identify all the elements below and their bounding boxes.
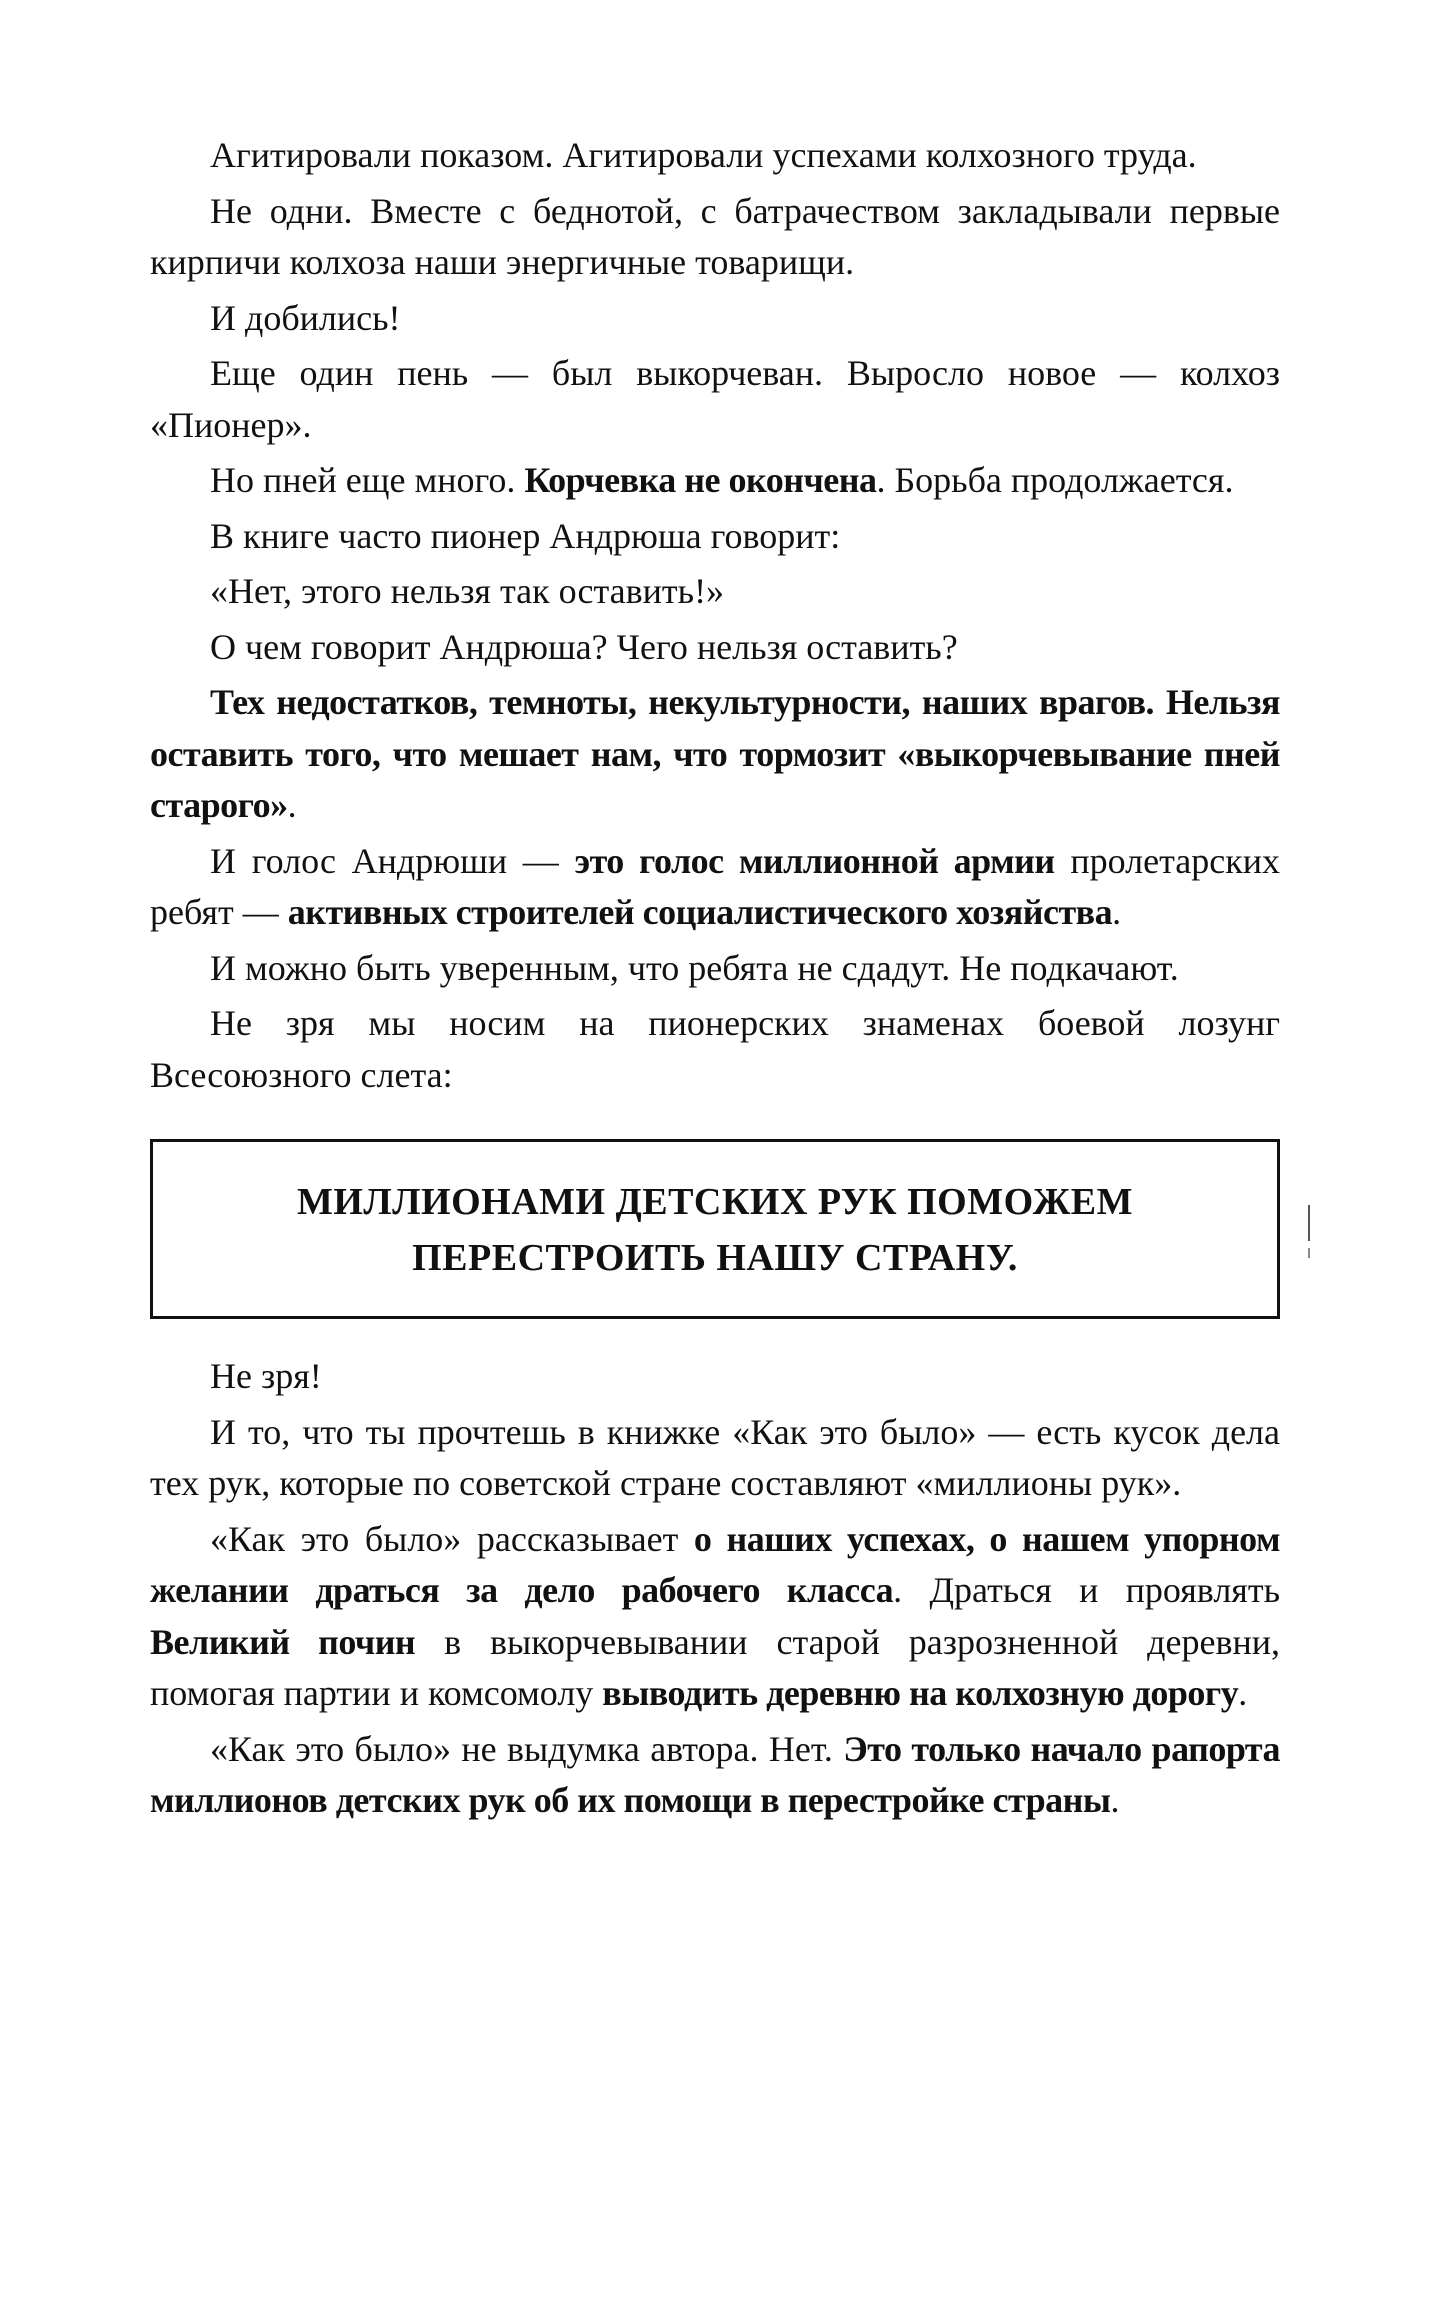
- slogan-box: [150, 1139, 1280, 1319]
- bold-text-run: о наших успехах, о нашем упорном желании драться за дело рабочего класса: [150, 1518, 1280, 1610]
- bold-text-run: активных строителей социалистического хозяйства: [287, 892, 1113, 932]
- text-run: пролетарских ребят —: [150, 840, 1280, 932]
- page-edge-mark: [1308, 1248, 1310, 1258]
- paragraph: [150, 836, 1280, 939]
- text-run: О чем говорит Андрюша? Чего нельзя оставить?: [210, 626, 958, 667]
- text-run: Не зря мы носим на пионерских знаменах боевой лозунг Всесоюзного слета:: [150, 1003, 1280, 1095]
- bold-text-run: выводить деревню на колхозную дорогу: [602, 1673, 1239, 1713]
- paragraph: [150, 1351, 1280, 1403]
- text-run: .: [287, 785, 297, 825]
- paragraph: [150, 566, 1280, 618]
- paragraph: [150, 130, 1280, 182]
- paragraph: [150, 186, 1280, 289]
- text-run: И голос Андрюши —: [210, 840, 575, 881]
- text-run: . Борьба продолжается.: [876, 460, 1234, 500]
- text-run: в выкорчевывании старой разрозненной деревни, помогая партии и комсомолу: [150, 1621, 1280, 1713]
- text-run: И можно быть уверенным, что ребята не сдадут. Не подкачают.: [210, 947, 1179, 988]
- bold-text-run: Корчевка не окончена: [524, 460, 877, 500]
- bold-text-run: Великий почин: [150, 1621, 416, 1662]
- page-edge-mark: [1308, 1205, 1310, 1241]
- paragraph: [150, 1407, 1280, 1510]
- paragraph: [150, 943, 1280, 995]
- bold-text-run: Тех недостатков, темноты, некультурности, наших врагов. Нельзя оставить того, что мешает нам, что тормозит «выкорчевывание пней старого»: [150, 682, 1280, 825]
- text-run: «Как это было» не выдумка автора. Нет.: [210, 1728, 844, 1769]
- text-run: .: [1110, 1780, 1120, 1820]
- bold-text-run: это голос миллионной армии: [574, 840, 1055, 881]
- paragraph: [150, 455, 1280, 507]
- paragraph: [150, 677, 1280, 832]
- text-run: И добились!: [210, 297, 401, 338]
- text-run: «Как это было» рассказывает: [210, 1518, 694, 1559]
- paragraph: [150, 1514, 1280, 1720]
- text-run: .: [1112, 892, 1122, 932]
- text-run: .: [1238, 1673, 1248, 1713]
- text-run: Еще один пень — был выкорчеван. Выросло новое — колхоз «Пионер».: [150, 353, 1280, 445]
- paragraph: [150, 293, 1280, 345]
- slogan-line-1: МИЛЛИОНАМИ ДЕТСКИХ РУК ПОМОЖЕМ: [296, 1181, 1133, 1223]
- bold-text-run: Это только начало рапорта миллионов детских рук об их помощи в перестройке страны: [150, 1728, 1281, 1820]
- text-run: В книге часто пионер Андрюша говорит:: [210, 515, 841, 556]
- text-run: . Драться и проявлять: [893, 1570, 1280, 1610]
- book-page: [150, 130, 1280, 1827]
- text-run: «Нет, этого нельзя так оставить!»: [210, 571, 725, 611]
- text-block-top: [150, 130, 1280, 1101]
- text-run: Не зря!: [210, 1356, 322, 1396]
- slogan-line-2: ПЕРЕСТРОИТЬ НАШУ СТРАНУ.: [412, 1237, 1018, 1279]
- text-run: Не одни. Вместе с беднотой, с батрачеством закладывали первые кирпичи колхоза наши энергичные товарищи.: [150, 190, 1280, 282]
- paragraph: [150, 1724, 1280, 1827]
- text-run: И то, что ты прочтешь в книжке «Как это было» — есть кусок дела тех рук, которые по советской стране составляют «миллионы рук».: [150, 1411, 1280, 1503]
- text-run: Агитировали показом. Агитировали успехами колхозного труда.: [210, 135, 1197, 175]
- paragraph: [150, 348, 1280, 451]
- paragraph: [150, 511, 1280, 563]
- paragraph: [150, 622, 1280, 674]
- text-run: Но пней еще много.: [210, 460, 525, 500]
- text-block-bottom: [150, 1351, 1280, 1827]
- paragraph: [150, 998, 1280, 1101]
